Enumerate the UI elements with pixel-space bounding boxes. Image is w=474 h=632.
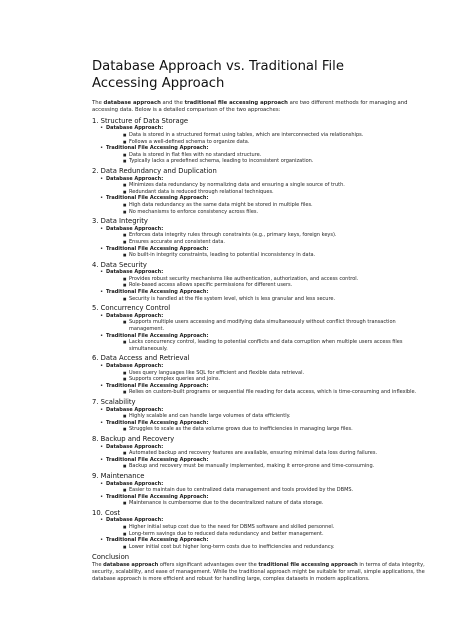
point-item: ■ Data is stored in flat files with no standard structure.: [129, 152, 430, 159]
point-list: [129, 413, 430, 420]
approach-label: Traditional File Accessing Approach: [106, 245, 207, 252]
page-title: Database Approach vs. Traditional File Accessing Approach: [92, 59, 344, 91]
section-6: [92, 354, 430, 396]
file-approach-item: • Traditional File Accessing Approach: ■ Relies on custom-built programs or sequential file reading for data access, which is time-consuming and inflexible.: [106, 383, 430, 396]
file-approach-item: • Traditional File Accessing Approach: ■ Maintenance is cumbersome due to the decentralized nature of data storage.: [106, 494, 430, 507]
section-heading: 8. Backup and Recovery: [92, 434, 175, 443]
approach-list: [106, 363, 430, 396]
section-9: [92, 472, 430, 507]
section-heading: 3. Data Integrity: [92, 217, 148, 226]
database-approach-item: • Database Approach: ■ Supports multiple users accessing and modifying data simultaneously without conflict through transaction management.: [106, 313, 430, 333]
conclusion-bold-1: database approach: [103, 561, 159, 568]
point-item: ■ Follows a well-defined schema to organize data.: [129, 139, 430, 146]
point-item: ■ No mechanisms to enforce consistency across files.: [129, 209, 430, 216]
point-item: ■ Maintenance is cumbersome due to the decentralized nature of data storage.: [129, 500, 430, 507]
database-approach-item: • Database Approach: ■ Higher initial setup cost due to the need for DBMS software and skilled personnel. ■ Long-term savings due to reduced data redundancy and better management.: [106, 517, 430, 537]
section-heading: 4. Data Security: [92, 260, 147, 269]
approach-list: [106, 125, 430, 165]
point-item: ■ Minimizes data redundancy by normalizing data and ensuring a single source of truth.: [129, 182, 430, 189]
database-approach-item: • Database Approach: ■ Enforces data integrity rules through constraints (e.g., primary keys, foreign keys). ■ Ensures accurate and consistent data.: [106, 226, 430, 246]
section-4: [92, 261, 430, 303]
conclusion-text-2: offers significant advantages over the: [158, 561, 259, 568]
database-approach-item: • Database Approach: ■ Automated backup and recovery features are available, ensuring minimal data loss during failures.: [106, 444, 430, 457]
section-heading: 2. Data Redundancy and Duplication: [92, 166, 217, 175]
point-list: [129, 487, 430, 494]
approach-label: Traditional File Accessing Approach: [106, 382, 207, 389]
point-item: ■ Struggles to scale as the data volume grows due to inefficiencies in managing large files.: [129, 426, 430, 433]
intro-text-1: The: [92, 100, 104, 106]
database-approach-item: • Database Approach: ■ Uses query languages like SQL for efficient and flexible data retrieval. ■ Supports complex queries and joins.: [106, 363, 430, 383]
conclusion-text-1: The: [92, 561, 104, 568]
point-list: [129, 389, 430, 396]
database-approach-item: • Database Approach: ■ Highly scalable and can handle large volumes of data efficiently.: [106, 407, 430, 420]
approach-label: Traditional File Accessing Approach: [106, 332, 207, 339]
approach-label: Database Approach: [106, 225, 162, 232]
intro-bold-1: database approach: [103, 100, 161, 106]
approach-list: [106, 517, 430, 550]
comparison-sections: [92, 117, 430, 551]
point-list: [129, 252, 430, 259]
point-list: [129, 276, 430, 289]
point-item: ■ Redundant data is reduced through relational techniques.: [129, 189, 430, 196]
file-approach-item: • Traditional File Accessing Approach: ■ Lacks concurrency control, leading to potential conflicts and data corruption when multiple users access files simultaneously.: [106, 333, 430, 353]
file-approach-item: • Traditional File Accessing Approach: ■ No built-in integrity constraints, leading to potential inconsistency in data.: [106, 246, 430, 259]
approach-label: Traditional File Accessing Approach: [106, 493, 207, 500]
point-list: [129, 339, 430, 352]
file-approach-item: • Traditional File Accessing Approach: ■ Struggles to scale as the data volume grows due to inefficiencies in managing large files.: [106, 420, 430, 433]
point-item: ■ High data redundancy as the same data might be stored in multiple files.: [129, 202, 430, 209]
point-item: ■ Higher initial setup cost due to the need for DBMS software and skilled personnel.: [129, 524, 430, 531]
point-item: ■ Security is handled at the file system level, which is less granular and less secure.: [129, 296, 430, 303]
section-2: [92, 167, 430, 215]
approach-label: Database Approach: [106, 406, 162, 413]
approach-label: Traditional File Accessing Approach: [106, 537, 207, 544]
file-approach-item: • Traditional File Accessing Approach: ■ Data is stored in flat files with no standard structure. ■ Typically lacks a predefined schema, leading to inconsistent organization.: [106, 145, 430, 165]
point-item: ■ Provides robust security mechanisms like authentication, authorization, and access control.: [129, 276, 430, 283]
point-item: ■ Role-based access allows specific permissions for different users.: [129, 282, 430, 289]
point-list: [129, 426, 430, 433]
point-item: ■ Uses query languages like SQL for efficient and flexible data retrieval.: [129, 370, 430, 377]
point-item: ■ No built-in integrity constraints, leading to potential inconsistency in data.: [129, 252, 430, 259]
approach-label: Database Approach: [106, 443, 162, 450]
point-item: ■ Relies on custom-built programs or sequential file reading for data access, which is time-consuming and inflexible.: [129, 389, 430, 396]
approach-list: [106, 176, 430, 216]
conclusion-paragraph: [92, 562, 430, 583]
approach-list: [106, 407, 430, 433]
conclusion-text-3: in terms of data integrity, security, scalability, and ease of management. While the traditional approach might be suitable for small, simple applications, the database approach is more efficient and robust for handling large, complex datasets in modern applications.: [92, 561, 425, 582]
approach-label: Traditional File Accessing Approach: [106, 289, 207, 296]
point-list: [129, 544, 430, 551]
point-item: ■ Supports multiple users accessing and modifying data simultaneously without conflict through transaction management.: [129, 319, 430, 332]
point-item: ■ Enforces data integrity rules through constraints (e.g., primary keys, foreign keys).: [129, 232, 430, 239]
point-list: [129, 232, 430, 245]
point-item: ■ Easier to maintain due to centralized data management and tools provided by the DBMS.: [129, 487, 430, 494]
point-list: [129, 319, 430, 332]
point-list: [129, 296, 430, 303]
point-list: [129, 450, 430, 457]
section-heading: 1. Structure of Data Storage: [92, 116, 189, 125]
approach-label: Traditional File Accessing Approach: [106, 195, 207, 202]
section-5: [92, 304, 430, 352]
approach-list: [106, 226, 430, 259]
approach-list: [106, 444, 430, 470]
intro-text-3: are two different methods for managing and accessing data. Below is a detailed comparison of the two approaches:: [92, 100, 408, 114]
section-heading: 7. Scalability: [92, 397, 136, 406]
file-approach-item: • Traditional File Accessing Approach: ■ Security is handled at the file system level, which is less granular and less secure.: [106, 289, 430, 302]
point-list: [129, 182, 430, 195]
approach-label: Database Approach: [106, 363, 162, 369]
database-approach-item: • Database Approach: ■ Data is stored in a structured format using tables, which are interconnected via relationships. ■ Follows a well-defined schema to organize data.: [106, 125, 430, 145]
section-8: [92, 435, 430, 470]
point-item: ■ Highly scalable and can handle large volumes of data efficiently.: [129, 413, 430, 420]
approach-label: Database Approach: [106, 175, 162, 182]
approach-label: Database Approach: [106, 480, 162, 487]
point-list: [129, 202, 430, 215]
intro-text-2: and the: [160, 100, 185, 106]
point-item: ■ Ensures accurate and consistent data.: [129, 239, 430, 246]
section-heading: 5. Concurrency Control: [92, 304, 171, 313]
database-approach-item: • Database Approach: ■ Minimizes data redundancy by normalizing data and ensuring a single source of truth. ■ Redundant data is reduced through relational techniques.: [106, 176, 430, 196]
conclusion-heading: Conclusion: [92, 553, 130, 562]
section-1: [92, 117, 430, 165]
point-item: ■ Lacks concurrency control, leading to potential conflicts and data corruption when multiple users access files simultaneously.: [129, 339, 430, 352]
approach-list: [106, 269, 430, 302]
approach-label: Traditional File Accessing Approach: [106, 456, 207, 463]
point-list: [129, 463, 430, 470]
file-approach-item: • Traditional File Accessing Approach: ■ High data redundancy as the same data might be stored in multiple files. ■ No mechanisms to enforce consistency across files.: [106, 195, 430, 215]
approach-label: Database Approach: [106, 269, 162, 276]
approach-list: [106, 481, 430, 507]
point-list: [129, 370, 430, 383]
intro-bold-2: traditional file accessing approach: [184, 100, 288, 106]
section-7: [92, 398, 430, 433]
point-item: ■ Backup and recovery must be manually implemented, making it error-prone and time-consuming.: [129, 463, 430, 470]
section-heading: 10. Cost: [92, 508, 121, 517]
point-list: [129, 132, 430, 145]
file-approach-item: • Traditional File Accessing Approach: ■ Lower initial cost but higher long-term costs due to inefficiencies and redundancy.: [106, 537, 430, 550]
point-list: [129, 500, 430, 507]
section-heading: 6. Data Access and Retrieval: [92, 354, 190, 363]
approach-list: [106, 313, 430, 353]
point-item: ■ Data is stored in a structured format using tables, which are interconnected via relationships.: [129, 132, 430, 139]
database-approach-item: • Database Approach: ■ Easier to maintain due to centralized data management and tools provided by the DBMS.: [106, 481, 430, 494]
section-10: [92, 509, 430, 551]
point-item: ■ Lower initial cost but higher long-term costs due to inefficiencies and redundancy.: [129, 544, 430, 551]
point-item: ■ Supports complex queries and joins.: [129, 376, 430, 383]
section-3: [92, 217, 430, 259]
database-approach-item: • Database Approach: ■ Provides robust security mechanisms like authentication, authorization, and access control. ■ Role-based access allows specific permissions for different users.: [106, 269, 430, 289]
approach-label: Database Approach: [106, 312, 162, 319]
approach-label: Traditional File Accessing Approach: [106, 419, 207, 426]
file-approach-item: • Traditional File Accessing Approach: ■ Backup and recovery must be manually implemented, making it error-prone and time-consuming.: [106, 457, 430, 470]
point-item: ■ Long-term savings due to reduced data redundancy and better management.: [129, 531, 430, 538]
approach-label: Database Approach: [106, 125, 162, 132]
conclusion-bold-2: traditional file accessing approach: [258, 561, 358, 568]
approach-label: Database Approach: [106, 517, 162, 524]
point-list: [129, 152, 430, 165]
point-item: ■ Typically lacks a predefined schema, leading to inconsistent organization.: [129, 158, 430, 165]
point-list: [129, 524, 430, 537]
intro-paragraph: [92, 100, 430, 115]
point-item: ■ Automated backup and recovery features are available, ensuring minimal data loss during failures.: [129, 450, 430, 457]
approach-label: Traditional File Accessing Approach: [106, 145, 207, 152]
section-heading: 9. Maintenance: [92, 471, 145, 480]
